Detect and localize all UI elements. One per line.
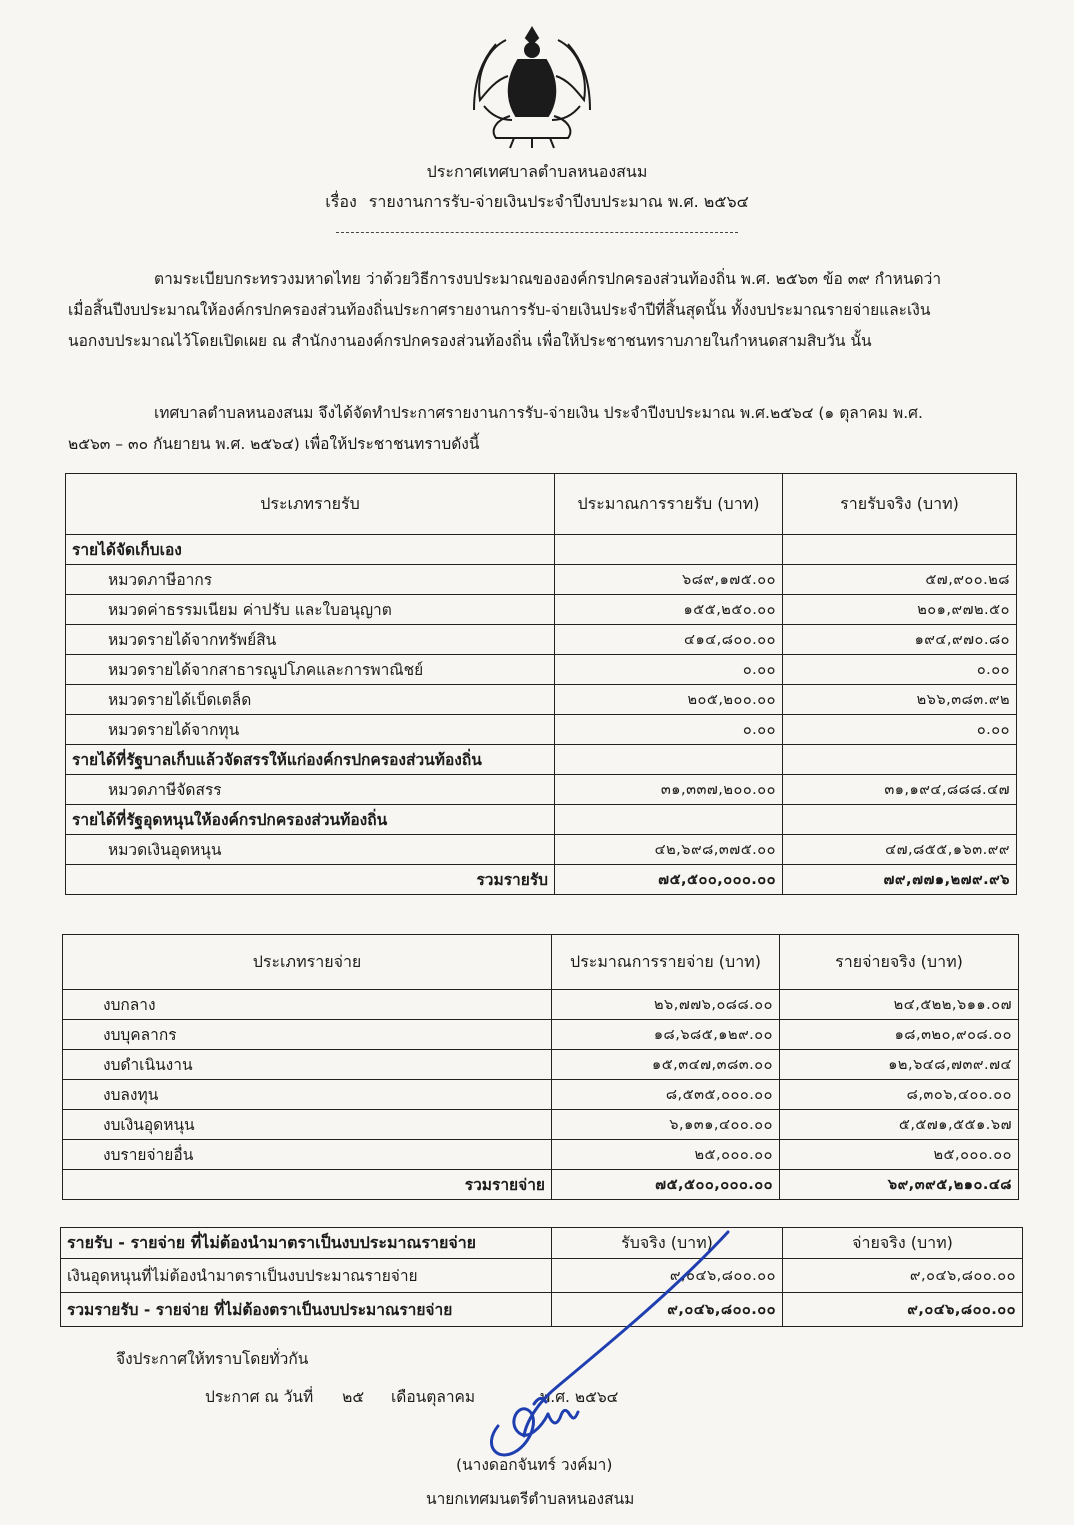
subject-label: เรื่อง: [325, 192, 357, 211]
row-actual: ๑๘,๓๒๐,๙๐๘.๐๐: [780, 1020, 1019, 1050]
date-day: ๒๕: [342, 1388, 365, 1406]
total-actual: ๖๙,๓๙๕,๒๑๐.๔๘: [780, 1170, 1019, 1200]
table-row: [63, 1080, 1019, 1110]
row-estimate: ๑๕๕,๒๕๐.๐๐: [555, 595, 783, 625]
row-name: หมวดภาษีจัดสรร: [66, 775, 555, 805]
row-estimate: ๓๑,๓๓๗,๒๐๐.๐๐: [555, 775, 783, 805]
table-row: [63, 1110, 1019, 1140]
row-actual: ๕,๕๗๑,๕๕๑.๖๗: [780, 1110, 1019, 1140]
group-row: [66, 745, 1017, 775]
intro-p1-line: ตามระเบียบกระทรวงมหาดไทย ว่าด้วยวิธีการงบประมาณขององค์กรปกครองส่วนท้องถิ่น พ.ศ. ๒๕๖๓ ข้อ ๓๙ กำหนดว่า: [154, 270, 942, 288]
group-title: รายได้ที่รัฐบาลเก็บแล้วจัดสรรให้แก่องค์กรปกครองส่วนท้องถิ่น: [66, 745, 555, 775]
row-name: งบดำเนินงาน: [63, 1050, 552, 1080]
row-estimate: ๐.๐๐: [555, 655, 783, 685]
garuda-emblem-icon: [466, 20, 598, 150]
signature-icon: [478, 1226, 798, 1466]
row-name: หมวดรายได้เบ็ดเตล็ด: [66, 685, 555, 715]
intro-p1-line: นอกงบประมาณไว้โดยเปิดเผย ณ สำนักงานองค์กรปกครองส่วนท้องถิ่น เพื่อให้ประชาชนทราบภายในกำหนดสามสิบวัน นั้น: [68, 332, 872, 350]
total-estimate: ๗๕,๕๐๐,๐๐๐.๐๐: [555, 865, 783, 895]
date-month: เดือนตุลาคม: [391, 1388, 476, 1406]
intro-p2-line: เทศบาลตำบลหนองสนม จึงได้จัดทำประกาศรายงานการรับ-จ่ายเงิน ประจำปีงบประมาณ พ.ศ.๒๕๖๔ (๑ ตุลาคม พ.ศ.: [154, 404, 923, 422]
table-row: [66, 565, 1017, 595]
total-label: รวมรายรับ: [66, 865, 555, 895]
intro-p1-line: เมื่อสิ้นปีงบประมาณให้องค์กรปกครองส่วนท้องถิ่นประกาศรายงานการรับ-จ่ายเงินประจำปีที่สิ้นสุดนั้น ทั้งงบประมาณรายจ่ายและเงิน: [68, 301, 931, 319]
total-row: [66, 865, 1017, 895]
row-name: หมวดเงินอุดหนุน: [66, 835, 555, 865]
table-row: [63, 990, 1019, 1020]
row-estimate: ๘,๕๓๕,๐๐๐.๐๐: [552, 1080, 780, 1110]
table-row: [66, 685, 1017, 715]
total-received: ๙,๐๔๖,๘๐๐.๐๐: [552, 1293, 783, 1327]
date-prefix: ประกาศ ณ วันที่: [205, 1388, 314, 1406]
column-header: รายรับจริง (บาท): [783, 474, 1017, 535]
signer-name: (นางดอกจันทร์ วงค์มา): [456, 1456, 613, 1474]
date-year: พ.ศ. ๒๕๖๔: [540, 1388, 619, 1406]
column-header: ประเภทรายจ่าย: [63, 935, 552, 990]
table-row: [66, 835, 1017, 865]
dashed-divider: [336, 232, 738, 233]
row-actual: ๒๔,๕๒๒,๖๑๑.๐๗: [780, 990, 1019, 1020]
row-estimate: ๐.๐๐: [555, 715, 783, 745]
row-actual: ๒๕,๐๐๐.๐๐: [780, 1140, 1019, 1170]
table-row: [63, 1140, 1019, 1170]
row-estimate: ๒๐๕,๒๐๐.๐๐: [555, 685, 783, 715]
row-name: งบบุคลากร: [63, 1020, 552, 1050]
table-row: [66, 775, 1017, 805]
row-actual: ๒๖๖,๓๘๓.๙๒: [783, 685, 1017, 715]
total-label: รวมรายจ่าย: [63, 1170, 552, 1200]
row-name: หมวดภาษีอากร: [66, 565, 555, 595]
total-paid: ๙,๐๔๖,๘๐๐.๐๐: [783, 1293, 1023, 1327]
row-actual: ๒๐๑,๙๗๒.๕๐: [783, 595, 1017, 625]
row-actual: ๐.๐๐: [783, 655, 1017, 685]
group-title: รายได้ที่รัฐอุดหนุนให้องค์กรปกครองส่วนท้องถิ่น: [66, 805, 555, 835]
row-name: เงินอุดหนุนที่ไม่ต้องนำมาตราเป็นงบประมาณรายจ่าย: [61, 1259, 552, 1293]
row-name: งบเงินอุดหนุน: [63, 1110, 552, 1140]
total-actual: ๗๙,๗๗๑,๒๗๙.๙๖: [783, 865, 1017, 895]
table-header-row: [63, 935, 1019, 990]
row-name: งบลงทุน: [63, 1080, 552, 1110]
closing-statement: จึงประกาศให้ทราบโดยทั่วกัน: [116, 1350, 309, 1368]
signer-title: นายกเทศมนตรีตำบลหนองสนม: [426, 1490, 635, 1508]
row-estimate: ๑๕,๓๔๗,๓๘๓.๐๐: [552, 1050, 780, 1080]
table-header-row: [66, 474, 1017, 535]
row-name: หมวดค่าธรรมเนียม ค่าปรับ และใบอนุญาต: [66, 595, 555, 625]
total-estimate: ๗๕,๕๐๐,๐๐๐.๐๐: [552, 1170, 780, 1200]
row-name: หมวดรายได้จากสาธารณูปโภคและการพาณิชย์: [66, 655, 555, 685]
column-header: รับจริง (บาท): [552, 1228, 783, 1259]
total-label: รวมรายรับ - รายจ่าย ที่ไม่ต้องตราเป็นงบประมาณรายจ่าย: [61, 1293, 552, 1327]
table-row: [63, 1050, 1019, 1080]
column-header: จ่ายจริง (บาท): [783, 1228, 1023, 1259]
table-row: [66, 595, 1017, 625]
column-header: ประมาณการรายรับ (บาท): [555, 474, 783, 535]
column-header: รายจ่ายจริง (บาท): [780, 935, 1019, 990]
column-header: ประมาณการรายจ่าย (บาท): [552, 935, 780, 990]
row-actual: ๐.๐๐: [783, 715, 1017, 745]
subject-text: รายงานการรับ-จ่ายเงินประจำปีงบประมาณ พ.ศ. ๒๕๖๔: [368, 192, 749, 211]
intro-paragraph-2: [68, 398, 988, 460]
group-row: [66, 535, 1017, 565]
row-estimate: ๒๖,๗๗๖,๐๘๘.๐๐: [552, 990, 780, 1020]
income-table: [65, 473, 1017, 895]
row-received: ๙,๐๔๖,๘๐๐.๐๐: [552, 1259, 783, 1293]
row-estimate: ๖,๑๓๑,๔๐๐.๐๐: [552, 1110, 780, 1140]
row-actual: ๔๗,๘๕๕,๑๖๓.๙๙: [783, 835, 1017, 865]
intro-p2-line: ๒๕๖๓ – ๓๐ กันยายน พ.ศ. ๒๕๖๔) เพื่อให้ประชาชนทราบดังนี้: [68, 435, 480, 453]
column-header: ประเภทรายรับ: [66, 474, 555, 535]
row-estimate: ๑๘,๖๘๕,๑๒๙.๐๐: [552, 1020, 780, 1050]
row-estimate: ๔๑๔,๘๐๐.๐๐: [555, 625, 783, 655]
row-actual: ๓๑,๑๙๔,๘๘๘.๔๗: [783, 775, 1017, 805]
row-name: หมวดรายได้จากทรัพย์สิน: [66, 625, 555, 655]
group-title: รายได้จัดเก็บเอง: [66, 535, 555, 565]
row-paid: ๙,๐๔๖,๘๐๐.๐๐: [783, 1259, 1023, 1293]
row-name: งบรายจ่ายอื่น: [63, 1140, 552, 1170]
row-actual: ๑๙๔,๙๗๐.๘๐: [783, 625, 1017, 655]
row-estimate: ๖๘๙,๑๗๕.๐๐: [555, 565, 783, 595]
total-row: [63, 1170, 1019, 1200]
table-row: [66, 625, 1017, 655]
row-estimate: ๒๕,๐๐๐.๐๐: [552, 1140, 780, 1170]
announcement-subject: [0, 190, 1074, 215]
expense-table: [62, 934, 1019, 1200]
table-row: [66, 655, 1017, 685]
row-actual: ๘,๓๐๖,๔๐๐.๐๐: [780, 1080, 1019, 1110]
row-name: หมวดรายได้จากทุน: [66, 715, 555, 745]
column-header: รายรับ - รายจ่าย ที่ไม่ต้องนำมาตราเป็นงบประมาณรายจ่าย: [61, 1228, 552, 1259]
announcement-title: ประกาศเทศบาลตำบลหนองสนม: [426, 162, 648, 181]
row-actual: ๕๗,๙๐๐.๒๘: [783, 565, 1017, 595]
row-actual: ๑๒,๖๔๘,๗๓๙.๗๔: [780, 1050, 1019, 1080]
table-row: [63, 1020, 1019, 1050]
row-estimate: ๔๒,๖๙๘,๓๗๕.๐๐: [555, 835, 783, 865]
group-row: [66, 805, 1017, 835]
row-name: งบกลาง: [63, 990, 552, 1020]
intro-paragraph-1: [68, 264, 988, 357]
table-row: [66, 715, 1017, 745]
